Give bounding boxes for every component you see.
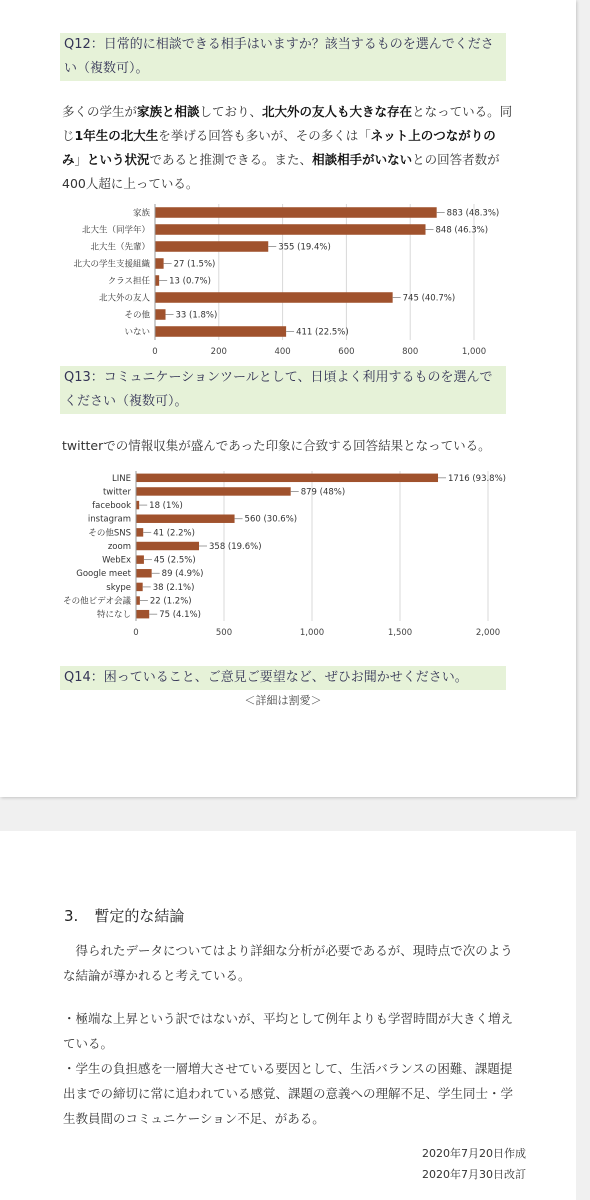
data-label: 411 (22.5%) [296,327,349,338]
bar [136,555,144,563]
x-tick-label: 1,500 [387,628,413,638]
q12-heading: Q12：日常的に相談できる相手はいますか？該当するものを選んでください（複数可）。 [60,33,506,81]
bar [155,224,426,235]
section-3-heading [64,905,184,926]
x-tick-label: 0 [133,628,139,638]
bar [155,207,437,218]
bar [155,241,268,252]
q13-heading: Q13：コミュニケーションツールとして、日頃よく利用するものを選んでください（複数可）。 [60,366,506,414]
category-label: その他SNS [88,528,131,539]
emphasis-text: ネット上のつながりのみ [62,128,496,167]
x-tick-label: 1,000 [299,628,325,638]
category-label: WebEx [102,555,131,566]
category-label: facebook [92,501,131,512]
data-label: 18 (1%) [149,501,183,512]
consultation-partner-chart [60,200,510,360]
data-label: 41 (2.2%) [153,528,195,539]
bar [136,569,152,577]
emphasis-text: という状況 [87,152,150,167]
data-label: 355 (19.4%) [278,242,331,253]
data-label: 89 (4.9%) [161,569,204,580]
summary-text: であると推測できる。また、 [149,152,313,167]
bar [136,610,149,618]
category-label: Google meet [76,569,131,580]
q14-heading: Q14：困っていること、ご意見ご要望など、ぜひお聞かせください。 [60,666,506,690]
summary-text: となっている。同じ [62,104,513,143]
data-label: 27 (1.5%) [173,259,216,270]
data-label: 33 (1.8%) [175,310,218,321]
emphasis-text: 相談相手がいない [312,152,413,167]
category-label: twitter [102,487,131,498]
x-tick-label: 800 [402,347,419,357]
x-tick-label: 600 [338,347,355,357]
summary-text: との回答者数が400人超に上っている。 [62,152,500,191]
bar [136,583,143,591]
emphasis-text: 北大外の友人も大きな存在 [262,104,413,119]
category-label: その他ビデオ会議 [63,596,131,607]
data-label: 560 (30.6%) [244,514,298,525]
bar [136,515,235,523]
emphasis-text: 家族と相談 [137,104,200,119]
category-label: いない [124,327,150,338]
category-label: 北大生（先輩） [90,242,150,253]
x-tick-label: 200 [210,347,227,357]
category-label: 特になし [96,610,131,621]
bar [155,292,393,303]
x-tick-label: 2,000 [475,628,501,638]
summary-text: を挙げる回答も多いが、その多くは「 [158,128,371,143]
x-tick-label: 0 [152,347,158,357]
data-label: 879 (48%) [300,487,346,498]
date-created: 2020年7月20日作成 [422,1147,526,1160]
section-number: 3. [64,907,79,925]
x-tick-label: 1,000 [461,347,487,357]
summary-text: 多くの学生が [62,104,138,119]
category-label: 北大の学生支援組織 [73,259,150,270]
category-label: クラス担任 [107,276,150,287]
bar [155,258,164,269]
conclusion-intro: 得られたデータについてはより詳細な分析が必要であるが、現時点で次のような結論が導かれると考えている。 [63,943,513,983]
section-title: 暫定的な結論 [94,907,185,925]
category-label: instagram [87,514,131,525]
bar [136,528,143,536]
category-label: 北大外の友人 [98,293,150,304]
category-label: LINE [112,473,131,484]
q14-note: ＜詳細は割愛＞ [244,694,322,707]
data-label: 13 (0.7%) [169,276,211,287]
bar [136,596,140,604]
category-label: その他 [124,310,150,321]
category-label: skype [106,582,131,593]
x-tick-label: 500 [215,628,233,638]
data-label: 358 (19.6%) [209,541,262,552]
bar [136,487,291,495]
emphasis-text: 1年生の北大生 [74,128,159,143]
q13-summary: twitterでの情報収集が盛んであった印象に合致する回答結果となっている。 [62,438,491,453]
data-label: 38 (2.1%) [152,582,195,593]
bar [136,542,199,550]
summary-text: 」 [74,152,88,167]
data-label: 45 (2.5%) [153,555,196,566]
category-label: 家族 [132,208,150,219]
data-label: 1716 (93.8%) [448,473,506,484]
communication-tool-chart [60,468,520,640]
data-label: 75 (4.1%) [159,610,201,621]
category-label: zoom [107,541,131,552]
bar [155,309,166,320]
bar [136,474,438,482]
x-tick-label: 400 [274,347,291,357]
data-label: 883 (48.3%) [446,208,500,219]
q12-summary [62,100,517,196]
date-revised: 2020年7月30日改訂 [422,1168,526,1181]
bar [155,275,159,286]
data-label: 22 (1.2%) [149,596,192,607]
conclusion-bullet-2: ・学生の負担感を一層増大させている要因として、生活バランスの困難、課題提出までの締切に常に追われている感覚、課題の意義への理解不足、学生同士・学生教員間のコミュニケーション不足、がある。 [63,1061,514,1126]
conclusion-bullet-1: ・極端な上昇という訳ではないが、平均として例年よりも学習時間が大きく増えている。 [63,1011,514,1051]
bar [155,326,286,337]
data-label: 745 (40.7%) [402,293,456,304]
data-label: 848 (46.3%) [435,225,489,236]
summary-text: しており、 [199,104,263,119]
category-label: 北大生（同学年） [81,225,150,236]
